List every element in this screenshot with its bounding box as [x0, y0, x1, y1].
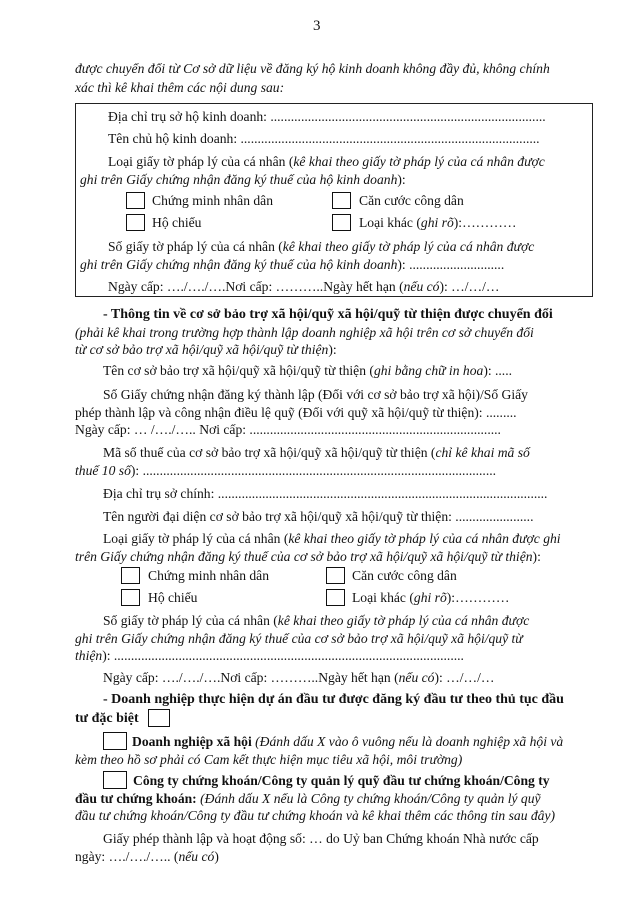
tax-note: thuế 10 số: [75, 463, 131, 478]
issue-note: nếu có: [403, 279, 440, 294]
checkbox-special-investment[interactable]: [148, 709, 170, 727]
charity-note-text: từ cơ sở bảo trợ xã hội/quỹ xã hội/quỹ từ thiện: [75, 342, 329, 357]
securities-company-label: Công ty chứng khoán/Công ty quản lý quỹ đầu tư chứng khoán/Công ty: [133, 773, 550, 788]
checkbox-social-enterprise[interactable]: [103, 732, 127, 750]
checkbox-passport[interactable]: [121, 589, 140, 606]
charity-doc-number-cont: ghi trên Giấy chứng nhận đăng ký thuế của cơ sở bảo trợ xã hội/quỹ xã hội/quỹ từ: [75, 631, 523, 646]
charity-note: (phải kê khai trong trường hợp thành lập doanh nghiệp xã hội trên cơ sở chuyển đổi: [75, 325, 534, 340]
doc-no-note: thiện: [75, 648, 103, 663]
doc-type-note: kê khai theo giấy tờ pháp lý của cá nhân được: [293, 154, 545, 169]
doc-type-note: ghi trên Giấy chứng nhận đăng ký thuế của hộ kinh doanh: [80, 172, 398, 187]
issue-text: Ngày cấp: …./…./….Nơi cấp: ………..Ngày hết hạn (: [108, 279, 404, 294]
checkbox-securities-company[interactable]: [103, 771, 127, 789]
charity-name-field: [103, 362, 512, 379]
household-doc-number-label: [108, 238, 534, 255]
charity-doc-number-label: [103, 612, 529, 629]
checkbox-id-card[interactable]: [121, 567, 140, 584]
issue-note: nếu có: [398, 670, 435, 685]
doc-type-text: Loại giấy tờ pháp lý của cá nhân (: [103, 531, 289, 546]
doc-type-text: Loại giấy tờ pháp lý của cá nhân (: [108, 154, 294, 169]
option-passport-label: Hộ chiếu: [148, 590, 198, 605]
issue-end: ): …/…/…: [439, 279, 500, 294]
household-owner-field: Tên chủ hộ kinh doanh: ........................................................................................: [108, 131, 540, 146]
other-dots: ):…………: [446, 590, 510, 605]
name-note: ghi bằng chữ in hoa: [373, 363, 484, 378]
charity-heading: - Thông tin về cơ sở bảo trợ xã hội/quỹ xã hội/quỹ từ thiện được chuyển đổi: [103, 307, 553, 322]
checkbox-other[interactable]: [332, 214, 351, 231]
doc-type-note: trên Giấy chứng nhận đăng ký thuế của cơ sở bảo trợ xã hội/quỹ xã hội/quỹ từ thiện: [75, 549, 533, 564]
charity-tax-field: [103, 444, 530, 461]
option-citizen-id-label: Căn cước công dân: [352, 568, 457, 583]
checkbox-citizen-id[interactable]: [332, 192, 351, 209]
other-text: Loại khác (: [359, 215, 421, 230]
doc-type-end: ):: [532, 549, 541, 564]
charity-issue-line: [103, 669, 495, 686]
checkbox-other[interactable]: [326, 589, 345, 606]
doc-no-note: kê khai theo giấy tờ pháp lý của cá nhân được: [277, 613, 530, 628]
checkbox-passport[interactable]: [126, 214, 145, 231]
option-id-card-label: Chứng minh nhân dân: [148, 568, 270, 583]
doc-no-dots: ): ............................: [397, 257, 505, 272]
name-dots: ): .....: [483, 363, 513, 378]
social-enterprise-note-cont: kèm theo hồ sơ phải có Cam kết thực hiện mục tiêu xã hội, môi trường): [75, 752, 463, 767]
charity-cert-field-cont: phép thành lập và công nhận điều lệ quỹ (Đối với quỹ xã hội/quỹ từ thiện): .........: [75, 405, 517, 420]
license-field: Giấy phép thành lập và hoạt động số: … do Uỷ ban Chứng khoán Nhà nước cấp: [103, 831, 539, 846]
charity-cert-issue: Ngày cấp: … /…./….. Nơi cấp: ..........................................................................: [75, 422, 501, 437]
investment-heading: - Doanh nghiệp thực hiện dự án đầu tư được đăng ký đầu tư theo thủ tục đầu: [103, 692, 564, 707]
charity-doc-number-cont2: [75, 647, 464, 664]
doc-type-note: kê khai theo giấy tờ pháp lý của cá nhân được ghi: [288, 531, 561, 546]
household-doc-type-label-cont: [80, 171, 406, 188]
issue-end: ): …/…/…: [434, 670, 495, 685]
household-doc-number-cont: [80, 256, 504, 273]
issue-text: Ngày cấp: …./…./….Nơi cấp: ………..Ngày hết hạn (: [103, 670, 399, 685]
charity-cert-field: Số Giấy chứng nhận đăng ký thành lập (Đối với cơ sở bảo trợ xã hội)/Số Giấy: [103, 387, 528, 402]
other-note: ghi rõ: [413, 590, 447, 605]
securities-company-line2: [75, 790, 541, 807]
social-enterprise-label: Doanh nghiệp xã hội: [132, 734, 252, 749]
name-text: Tên cơ sở bảo trợ xã hội/quỹ xã hội/quỹ từ thiện (: [103, 363, 374, 378]
intro-line: được chuyển đổi từ Cơ sở dữ liệu về đăng ký hộ kinh doanh không đầy đủ, không chính: [75, 61, 550, 76]
page-number: 3: [313, 18, 321, 34]
doc-no-text: Số giấy tờ pháp lý của cá nhân (: [103, 613, 278, 628]
doc-no-text: Số giấy tờ pháp lý của cá nhân (: [108, 239, 283, 254]
charity-tax-field-cont: [75, 462, 496, 479]
household-issue-line: [108, 278, 500, 295]
doc-type-end: ):: [397, 172, 406, 187]
charity-note-end: ):: [328, 342, 337, 357]
license-date-note: nếu có: [178, 849, 215, 864]
license-date-field: [75, 848, 219, 865]
tax-dots: ): ........................................................................................................: [130, 463, 497, 478]
charity-rep-field: Tên người đại diện cơ sở bảo trợ xã hội/quỹ xã hội/quỹ từ thiện: .......................: [103, 509, 534, 524]
license-date-end: ): [214, 849, 219, 864]
charity-note-cont: [75, 341, 337, 358]
option-other-label: [359, 214, 516, 231]
option-id-card-label: Chứng minh nhân dân: [152, 193, 274, 208]
doc-no-note: kê khai theo giấy tờ pháp lý của cá nhân được: [282, 239, 535, 254]
tax-text: Mã số thuế của cơ sở bảo trợ xã hội/quỹ xã hội/quỹ từ thiện (: [103, 445, 436, 460]
securities-company-note-cont: đầu tư chứng khoán/Công ty đầu tư chứng khoán và kê khai thêm các thông tin sau đây): [75, 808, 556, 823]
charity-doc-type-cont: [75, 548, 541, 565]
doc-no-note: ghi trên Giấy chứng nhận đăng ký thuế của hộ kinh doanh: [80, 257, 398, 272]
securities-company-label-cont: đầu tư chứng khoán:: [75, 791, 197, 806]
option-passport-label: Hộ chiếu: [152, 215, 202, 230]
option-citizen-id-label: Căn cước công dân: [359, 193, 464, 208]
option-other-label: [352, 589, 509, 606]
charity-doc-type-label: [103, 530, 561, 547]
other-dots: ):…………: [453, 215, 517, 230]
investment-heading-cont: tư đặc biệt: [75, 711, 139, 726]
checkbox-citizen-id[interactable]: [326, 567, 345, 584]
charity-address-field: Địa chỉ trụ sở chính: .................................................................................................: [103, 486, 548, 501]
social-enterprise-note: (Đánh dấu X vào ô vuông nếu là doanh nghiệp xã hội và: [255, 734, 564, 749]
doc-no-dots: ): .......................................................................................................: [102, 648, 464, 663]
tax-note: chỉ kê khai mã số: [435, 445, 530, 460]
license-date-text: ngày: …./…./….. (: [75, 849, 179, 864]
checkbox-id-card[interactable]: [126, 192, 145, 209]
securities-company-note: (Đánh dấu X nếu là Công ty chứng khoán/Công ty quản lý quỹ: [200, 791, 541, 806]
intro-line: xác thì kê khai thêm các nội dung sau:: [75, 80, 285, 95]
social-enterprise-line: [132, 733, 563, 750]
household-doc-type-label: [108, 153, 545, 170]
household-address-field: Địa chỉ trụ sở hộ kinh doanh: .................................................................................: [108, 109, 546, 124]
other-text: Loại khác (: [352, 590, 414, 605]
other-note: ghi rõ: [420, 215, 454, 230]
